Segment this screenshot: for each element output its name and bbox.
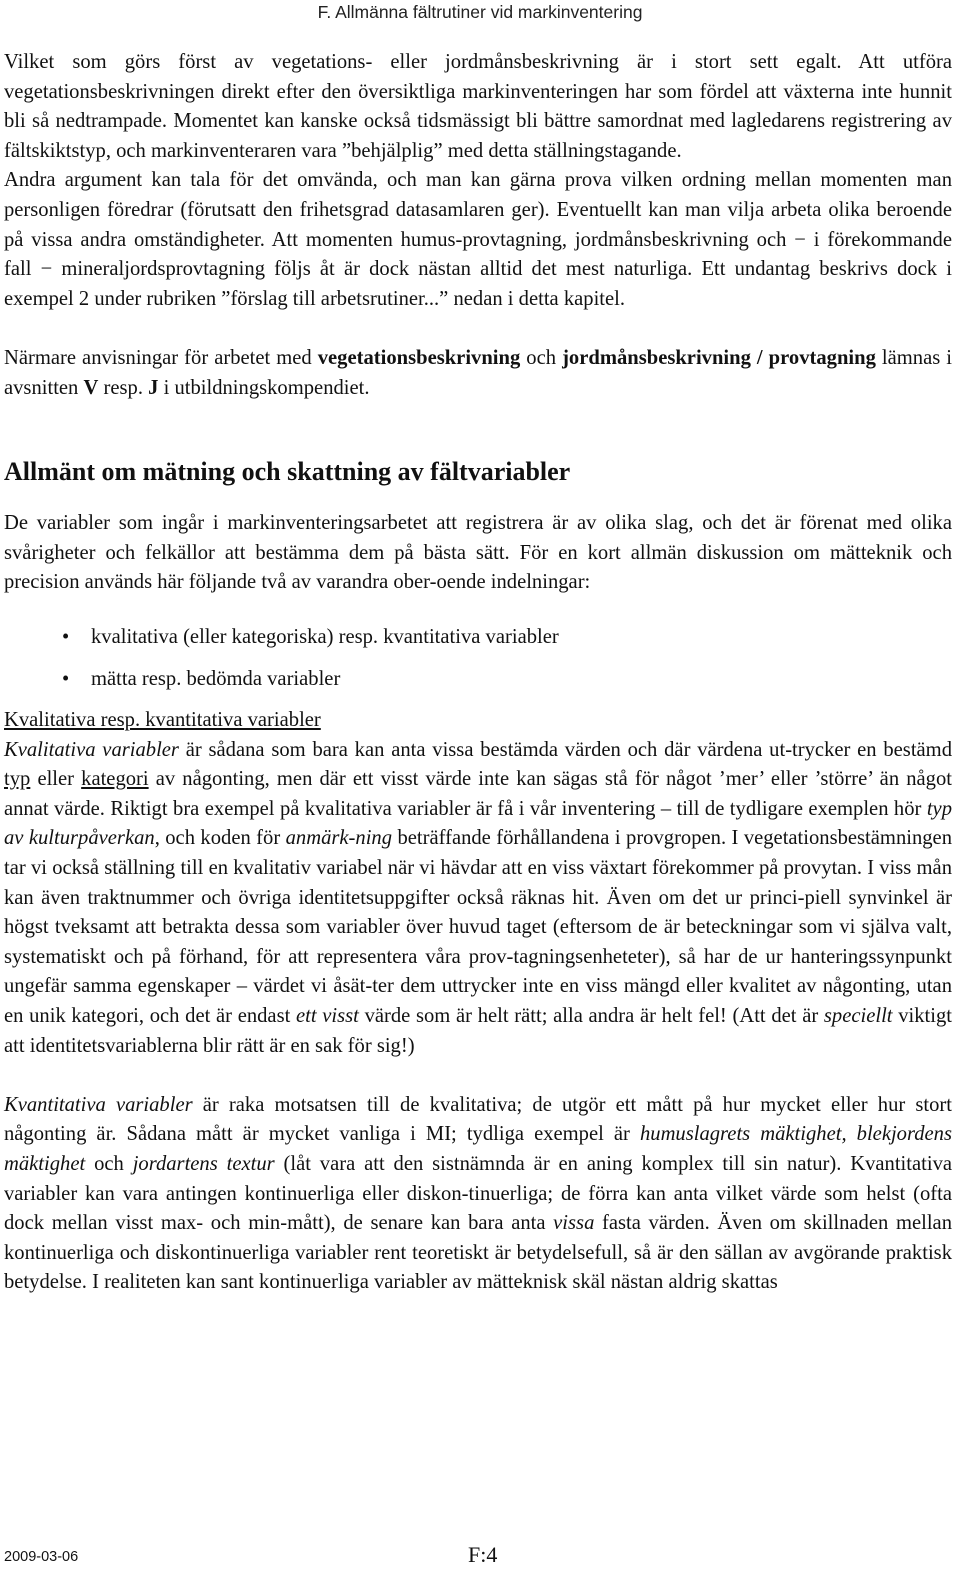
paragraph-arguments: Andra argument kan tala för det omvända, och man kan gärna prova vilken ordning mellan momenten man personligen föredrar (förutsatt den frihetsgrad datasamlaren ger). Eventuellt kan man vilja arbeta olika beroende på vissa andra omständigheter. Att momenten humus-provtagning, jordmånsbeskrivning och − i förekommande fall − mineraljordsprovtagning följs åt är dock nästan alltid det mest naturliga. Ett undantag beskrivs dock i exempel 2 under rubriken ”förslag till arbetsrutiner...” nedan i detta kapitel.	[4, 169, 952, 310]
bullet-list	[4, 623, 952, 694]
bullet-icon: •	[62, 667, 70, 690]
list-item: • kvalitativa (eller kategoriska) resp. kvantitativa variabler	[4, 623, 952, 653]
document-body	[4, 48, 952, 1298]
footer-date: 2009-03-06	[4, 1549, 79, 1565]
paragraph-qualitative: Kvalitativa variabler är sådana som bara kan anta vissa bestämda värden och där värdena ut-trycker en bestämd typ eller kategori av någonting, men där ett visst värde inte kan sägas stå för något ’mer’ eller ’större’ än något annat värde. Riktigt bra exempel på kvalitativa variabler är få i vår inventering – till de tydligare exemplen hör typ av kulturpåverkan, och koden för anmärk-ning beträffande förhållandena i provgropen. I vegetationsbestämningen tar vi också ställning till en kvalitativ variabel när vi hävdar att en viss växtart förekommer på provytan. I viss mån kan även traktnummer och övriga identitetsuppgifter också räknas hit. Även om det ur princi-piell synvinkel är högst tveksamt att betrakta dessa som variabler över huvud taget (eftersom de är beteckningar som vi själva valt, systematiskt och på förhand, för att representera våra prov-tagningsenheteter), så har de ur hanteringssynpunkt ungefär samma egenskaper – värdet vi åsät-ter dem uttrycker inte en viss mängd eller kvalitet av någonting, utan en unik kategori, och det är endast ett visst värde som är helt rätt; alla andra är helt fel! (Att det är speciellt viktigt att identitetsvariablerna blir rätt är en sak för sig!)	[4, 738, 952, 1057]
page-header: F. Allmänna fältrutiner vid markinventering	[317, 2, 643, 22]
paragraph-quantitative: Kvantitativa variabler är raka motsatsen till de kvalitativa; de utgör ett mått på hur mycket eller hur stort någonting är. Sådana mått är mycket vanliga i MI; tydliga exempel är humuslagrets mäktighet, blekjordens mäktighet och jordartens textur (låt vara att den sistnämnda är en aning komplex till sin natur). Kvantitativa variabler kan vara antingen kontinuerliga eller diskon-tinuerliga; de förra kan anta vilket värde som helst (ofta dock mellan visst max- och min-mått), de senare kan bara anta vissa fasta värden. Även om skillnaden mellan kontinuerliga och diskontinuerliga variabler rent teoretiskt är betydelsefull, så är den sällan av avgörande praktisk betydelse. I realiteten kan sant kontinuerliga variabler av mätteknisk skäl nästan aldrig skattas	[4, 1093, 953, 1294]
subsection-heading: Kvalitativa resp. kvantitativa variabler	[4, 709, 321, 732]
paragraph-section-intro: De variabler som ingår i markinventeringsarbetet att registrera är av olika slag, och det är förenat med olika svårigheter och felkällor att bestämma dem på bästa sätt. För en kort allmän diskussion om mätteknik och precision används här följande två av varandra ober-oende indelningar:	[4, 512, 952, 594]
bullet-icon: •	[62, 625, 70, 648]
list-item: • mätta resp. bedömda variabler	[4, 665, 952, 695]
section-title: Allmänt om mätning och skattning av fältvariabler	[4, 457, 571, 487]
paragraph-instructions: Närmare anvisningar för arbetet med vegetationsbeskrivning och jordmånsbeskrivning / provtagning lämnas i avsnitten V resp. J i utbildningskompendiet.	[4, 346, 952, 399]
page-number: F:4	[468, 1542, 498, 1567]
paragraph-order: Vilket som görs först av vegetations- eller jordmånsbeskrivning är i stort sett egalt. Att utföra vegetationsbeskrivningen direkt efter den översiktliga markinventeringen har som fördel att växterna inte hunnit bli så nedtrampade. Momentet kan kanske också tidsmässigt bli bättre samordnat med lagledarens registrering av fältskiktstyp, och markinventeraren vara ”behjälplig” med detta ställningstagande.	[4, 51, 952, 162]
